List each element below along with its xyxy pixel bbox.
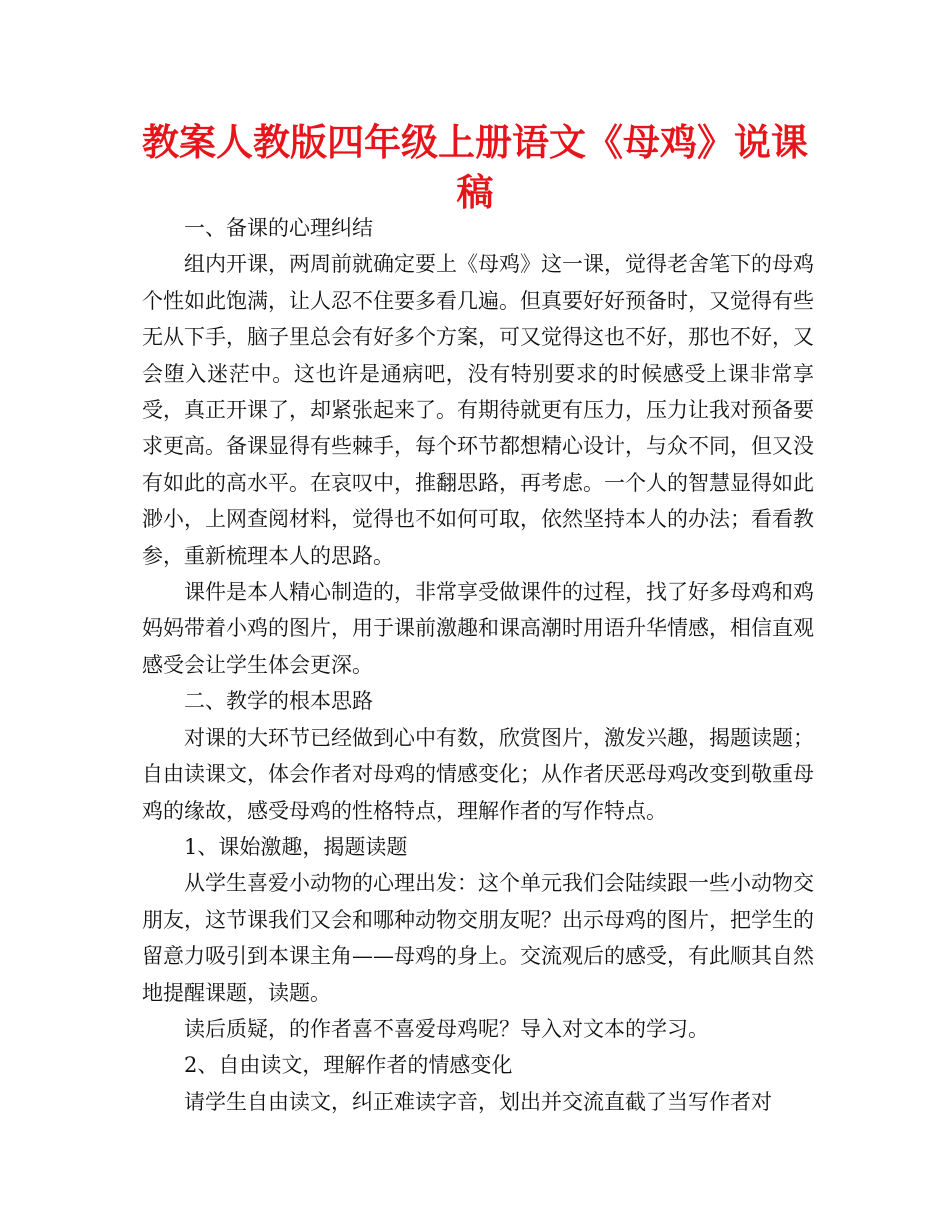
paragraph: 请学生自由读文，纠正难读字音，划出并交流直截了当写作者对 — [184, 1089, 772, 1114]
paragraph: 课件是本人精心制造的，非常享受做课件的过程，找了好多母鸡和鸡妈妈带着小鸡的图片，用于课前激趣和课高潮时用语升华情感，相信直观感受会让学生体会更深。 — [142, 580, 814, 677]
document-title: 教案人教版四年级上册语文《母鸡》说课稿 — [142, 121, 808, 214]
paragraph: 对课的大环节已经做到心中有数，欣赏图片，激发兴趣，揭题读题；自由读课文，体会作者对母鸡的情感变化；从作者厌恶母鸡改变到敬重母鸡的缘故，感受母鸡的性格特点，理解作者的写作特点。 — [142, 725, 814, 823]
section-heading: 一、备课的心理纠结 — [184, 216, 373, 240]
document-body — [142, 210, 814, 1120]
subsection-heading: 2、自由读文，理解作者的情感变化 — [184, 1053, 513, 1078]
paragraph: 组内开课，两周前就确定要上《母鸡》这一课，觉得老舍笔下的母鸡个性如此饱满，让人忍不住要多看几遍。但真要好好预备时，又觉得有些无从下手，脑子里总会有好多个方案，可又觉得这也不好，那也不好，又会堕入迷茫中。这也许是通病吧，没有特别要求的时候感受上课非常享受，真正开课了，却紧张起来了。有期待就更有压力，压力让我对预备要求更高。备课显得有些棘手，每个环节都想精心设计，与众不同，但又没有如此的高水平。在哀叹中，推翻思路，再考虑。一个人的智慧显得如此渺小，上网查阅材料，觉得也不如何可取，依然坚持本人的办法；看看教参，重新梳理本人的思路。 — [142, 252, 814, 568]
paragraph: 从学生喜爱小动物的心理出发：这个单元我们会陆续跟一些小动物交朋友，这节课我们又会和哪种动物交朋友呢？出示母鸡的图片，把学生的留意力吸引到本课主角——母鸡的身上。交流观后的感受，有此顺其自然地提醒课题，读题。 — [142, 871, 814, 1005]
section-heading: 二、教学的根本思路 — [184, 689, 373, 714]
subsection-heading: 1、课始激趣，揭题读题 — [184, 834, 408, 859]
paragraph: 读后质疑，的作者喜不喜爱母鸡呢？导入对文本的学习。 — [184, 1016, 709, 1041]
